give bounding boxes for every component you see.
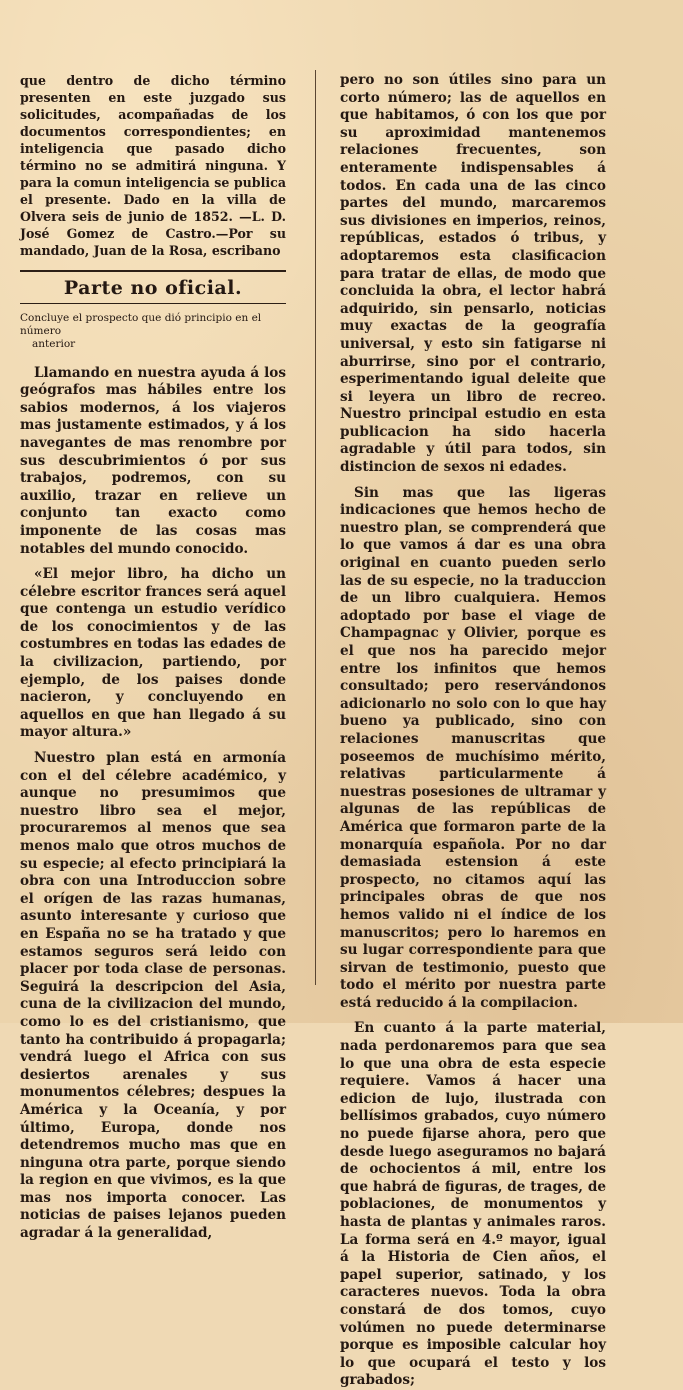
edict-ending-paragraph: que dentro de dicho término presenten en este juzgado sus solicitudes, acompañadas de los documentos correspondientes; en inteligencia que pasado dicho término no se admitirá ninguna. Y para la comun inteligencia se publica el presente. Dado en la villa de Olvera seis de junio de 1852. —L. D. José Gomez de Castro.—Por su mandado, Juan de la Rosa, escribano <box>20 73 286 259</box>
prospectus-paragraph-4: pero no son útiles sino para un corto número; las de aquellos en que habitamos, ó con los que por su aproximidad mantenemos relaciones frecuentes, son enteramente indispensables á todos. En cada una de las cinco partes del mundo, marcaremos sus divisiones en imperios, reinos, repúblicas, estados ó tribus, y adoptaremos esta clasificacion para tratar de ellas, de modo que concluida la obra, el lector habrá adquirido, sin pensarlo, noticias muy exactas de la geografía universal, y esto sin fatigarse ni aburrirse, sino por el contrario, esperimentando igual deleite que si leyera un libro de recreo. Nuestro principal estudio en esta publicacion ha sido hacerla agradable y útil para todos, sin distincion de sexos ni edades. <box>340 72 606 476</box>
section-rule-top <box>20 270 286 272</box>
prospectus-paragraph-6: En cuanto á la parte material, nada perdonaremos para que sea lo que una obra de esta especie requiere. Vamos á hacer una edicion de lujo, ilustrada con bellísimos grabados, cuyo número no puede fijarse ahora, pero que desde luego aseguramos no bajará de ochocientos á mil, entre los que habrá de figuras, de trages, de poblaciones, de monumentos y hasta de plantas y animales raros. La forma será en 4.º mayor, igual á la Historia de Cien años, el papel superior, satinado, y los caracteres nuevos. Toda la obra constará de dos tomos, cuyo volúmen no puede determinarse porque es imposible calcular hoy lo que ocupará el testo y los grabados; <box>340 1020 606 1389</box>
right-column <box>340 72 606 1390</box>
left-column <box>20 72 286 1243</box>
prospectus-paragraph-5: Sin mas que las ligeras indicaciones que hemos hecho de nuestro plan, se comprenderá que lo que vamos á dar es una obra original en cuanto pueden serlo las de su especie, no la traduccion de un libro cualquiera. Hemos adoptado por base el viage de Champagnac y Olivier, porque es el que nos ha parecido mejor entre los infinitos que hemos consultado; pero reservándonos adicionarlo no solo con lo que hay bueno ya publicado, sino con relaciones manuscritas que poseemos de muchísimo mérito, relativas particularmente á nuestras posesiones de ultramar y algunas de las repúblicas de América que formaron parte de la monarquía española. Por no dar demasiada estension á este prospecto, no citamos aquí las principales obras de que nos hemos valido ni el índice de los manuscritos; pero lo haremos en su lugar correspondiente para que sirvan de testimonio, puesto que todo el mérito por nuestra parte está reducido á la compilacion. <box>340 484 606 1011</box>
prospectus-paragraph-3: Nuestro plan está en armonía con el del célebre académico, y aunque no presumimos que nuestro libro sea el mejor, procuraremos al menos que sea menos malo que otros muchos de su especie; al efecto principiará la obra con una Introduccion sobre el orígen de las razas humanas, asunto interesante y curioso que en España no se ha tratado y que estamos seguros será leido con placer por toda clase de personas. Seguirá la descripcion del Asia, cuna de la civilizacion del mundo, como lo es del cristianismo, que tanto ha contribuido á propagarla; vendrá luego el Africa con sus desiertos arenales y sus monumentos célebres; despues la América y la Oceanía, y por último, Europa, donde nos detendremos mucho mas que en ninguna otra parte, porque siendo la region en que vivimos, es la que mas nos importa conocer. Las noticias de paises lejanos pueden agradar á la generalidad, <box>20 750 286 1242</box>
subheading <box>20 312 286 351</box>
section-title: Parte no oficial. <box>63 276 243 299</box>
column-divider <box>315 70 316 985</box>
subheading-line-2: anterior <box>32 337 76 350</box>
section-rule-bottom <box>20 303 286 304</box>
subheading-line-1: Concluye el prospecto que dió principio en el número <box>20 311 262 337</box>
prospectus-paragraph-1: Llamando en nuestra ayuda á los geógrafos mas hábiles entre los sabios modernos, á los viajeros mas justamente estimados, y á los navegantes de mas renombre por sus descubrimientos ó por sus trabajos, podremos, con su auxilio, trazar en relieve un conjunto tan exacto como imponente de las cosas mas notables del mundo conocido. <box>20 364 286 557</box>
prospectus-paragraph-2: «El mejor libro, ha dicho un célebre escritor frances será aquel que contenga un estudio verídico de los conocimientos y de las costumbres en todas las edades de la civilizacion, partiendo, por ejemplo, de los paises donde nacieron, y concluyendo en aquellos en que han llegado á su mayor altura.» <box>20 566 286 741</box>
